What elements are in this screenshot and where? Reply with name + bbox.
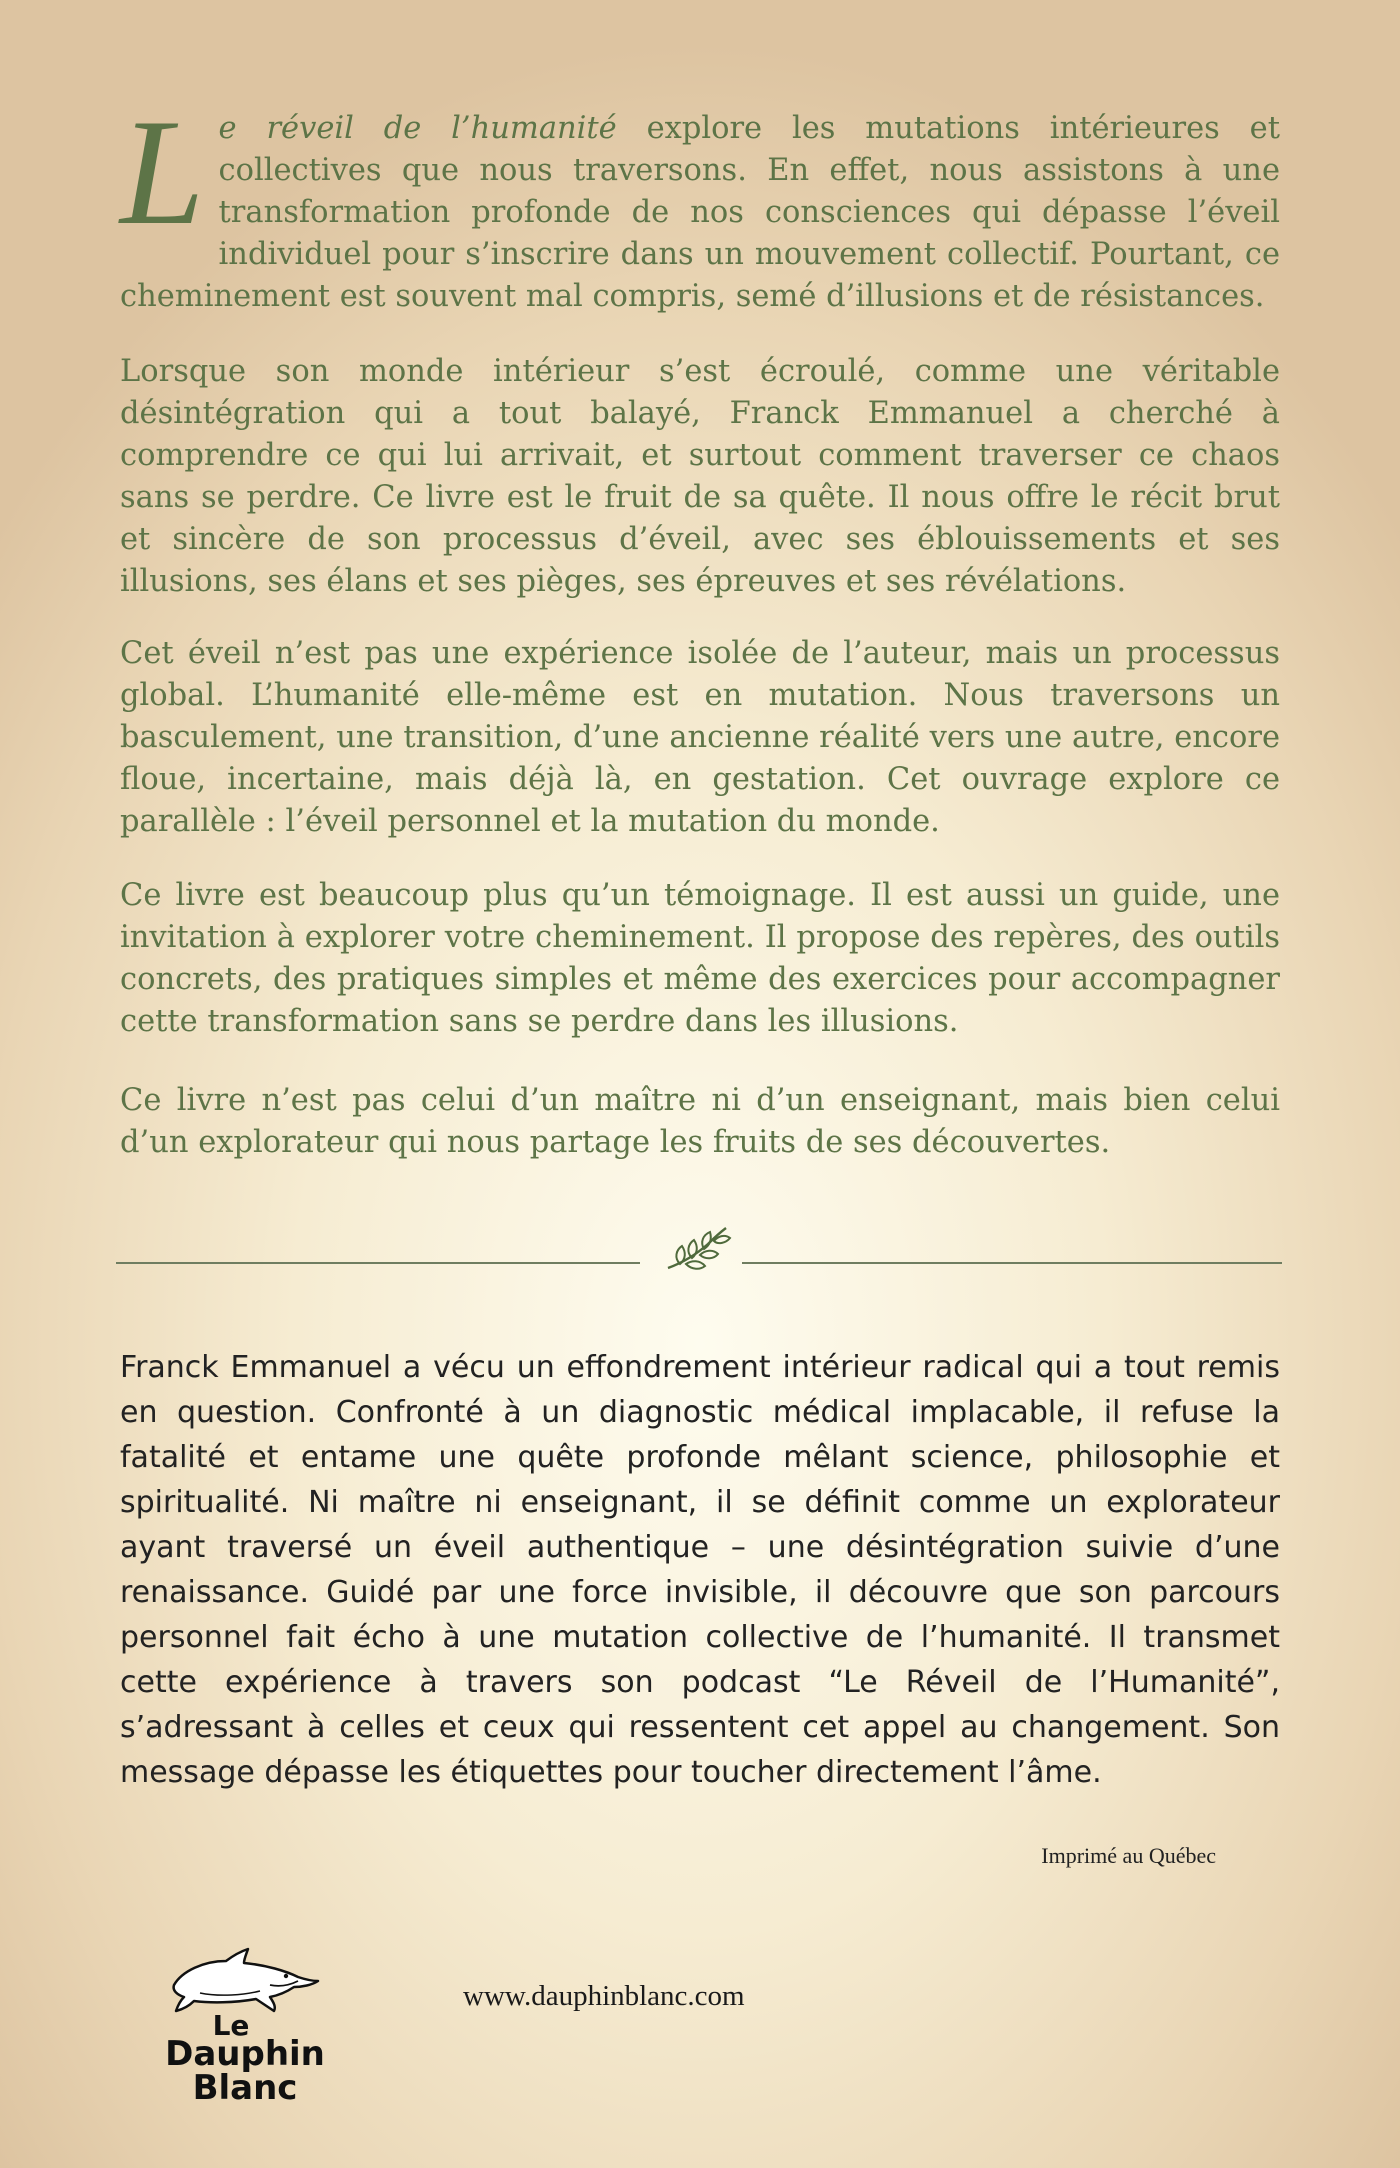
blurb-paragraph-3: Cet éveil n’est pas une expérience isolée de l’auteur, mais un processus global. L’humanité elle-même est en mutation. Nous traversons un basculement, une transition, d’une ancienne réalité vers une autre, encore floue, incertaine, mais déjà là, en gestation. Cet ouvrage explore ce parallèle : l’éveil personnel et la mutation du monde.: [120, 636, 1280, 839]
printed-in-label: Imprimé au Québec: [1041, 1843, 1216, 1868]
drop-cap: L: [120, 88, 205, 256]
publisher-name-line-1: Le: [212, 2009, 250, 2042]
blurb-paragraph-1-text: explore les mutations intérieures et collectives que nous traversons. En effet, nous assistons à une transformation profonde de nos consciences qui dépasse l’éveil individuel pour s’inscrire dans un mouvement collectif. Pourtant, ce cheminement est souvent mal compris, semé d’illusions et de résistances.: [120, 111, 1280, 314]
blurb-paragraph-5: Ce livre n’est pas celui d’un maître ni d’un enseignant, mais bien celui d’un explorateur qui nous partage les fruits de ses découvertes.: [120, 1083, 1280, 1160]
publisher-logo[interactable]: [130, 1945, 360, 2108]
author-biography: Franck Emmanuel a vécu un effondrement intérieur radical qui a tout remis en question. Confronté à un diagnostic médical implacable, il refuse la fatalité et entame une quête profonde mêlant science, philosophie et spiritualité. Ni maître ni enseignant, il se définit comme un explorateur ayant traversé un éveil authentique – une désintégration suivie d’une renaissance. Guidé par une force invisible, il découvre que son parcours personnel fait écho à une mutation collective de l’humanité. Il transmet cette expérience à travers son podcast “Le Réveil de l’Humanité”, s’adressant à celles et ceux qui ressentent cet appel au changement. Son message dépasse les étiquettes pour toucher directement l’âme.: [120, 1350, 1280, 1790]
dolphin-icon: [170, 1945, 320, 2015]
blurb-paragraph-4: Ce livre est beaucoup plus qu’un témoignage. Il est aussi un guide, une invitation à explorer votre cheminement. Il propose des repères, des outils concrets, des pratiques simples et même des exercices pour accompagner cette transformation sans se perdre dans les illusions.: [120, 878, 1280, 1039]
blurb-paragraph-2: Lorsque son monde intérieur s’est écroulé, comme une véritable désintégration qui a tout balayé, Franck Emmanuel a cherché à comprendre ce qui lui arrivait, et surtout comment traverser ce chaos sans se perdre. Ce livre est le fruit de sa quête. Il nous offre le récit brut et sincère de son processus d’éveil, avec ses éblouissements et ses illusions, ses élans et ses pièges, ses épreuves et ses révélations.: [120, 354, 1280, 599]
divider-line-left: [116, 1262, 640, 1264]
publisher-website-link[interactable]: www.dauphinblanc.com: [463, 1980, 745, 2012]
divider-line-right: [742, 1262, 1282, 1264]
book-title-italic: e réveil de l’humanité: [218, 111, 617, 146]
publisher-name-line-3: Blanc: [192, 2068, 298, 2108]
publisher-name-line-2: Dauphin: [165, 2034, 325, 2074]
blurb-paragraph-1: [120, 88, 1280, 318]
laurel-branch-icon: [660, 1224, 736, 1276]
